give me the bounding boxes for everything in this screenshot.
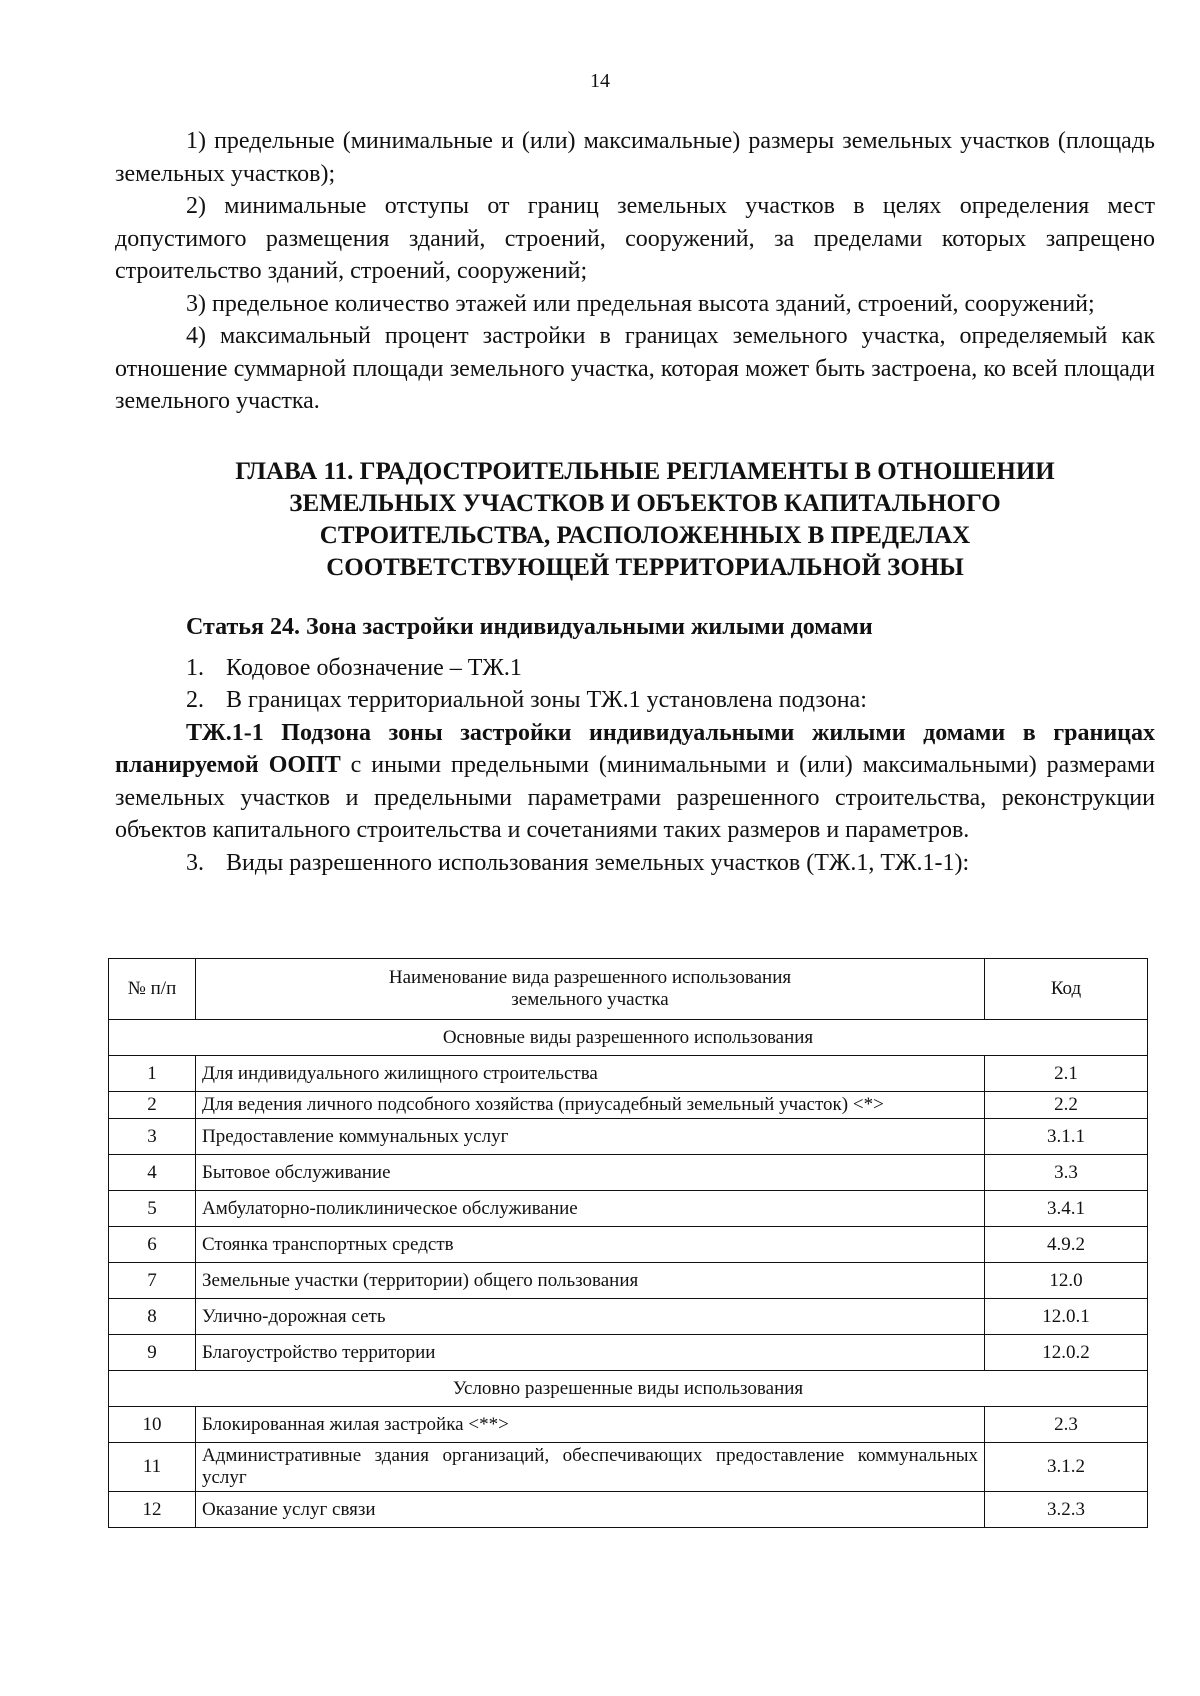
- table-row: [109, 1335, 1148, 1371]
- chapter-title: [115, 456, 1155, 584]
- chapter-title-line: СООТВЕТСТВУЮЩЕЙ ТЕРРИТОРИАЛЬНОЙ ЗОНЫ: [326, 553, 964, 581]
- row-code: 12.0.2: [985, 1335, 1148, 1371]
- row-name: Амбулаторно-поликлиническое обслуживание: [196, 1191, 985, 1227]
- table-row: [109, 1056, 1148, 1092]
- row-name: Для индивидуального жилищного строительства: [196, 1056, 985, 1092]
- row-code: 12.0.1: [985, 1299, 1148, 1335]
- subzone-bold: ТЖ.1-1 Подзона зоны застройки индивидуальными жилыми домами в границах планируемой ООПТ: [115, 719, 1155, 778]
- row-code: 3.1.2: [985, 1443, 1148, 1492]
- row-name: Благоустройство территории: [196, 1335, 985, 1371]
- row-name: Блокированная жилая застройка <**>: [196, 1407, 985, 1443]
- row-name: Административные здания организаций, обеспечивающих предоставление коммунальных услуг: [196, 1443, 985, 1492]
- intro-item-1: 1) предельные (минимальные и (или) максимальные) размеры земельных участков (площадь земельных участков);: [115, 128, 1155, 187]
- item-number: 2.: [186, 687, 204, 713]
- header-name: [196, 959, 985, 1020]
- header-name-line: Наименование вида разрешенного использования: [388, 967, 792, 988]
- row-num: 2: [109, 1092, 196, 1119]
- row-num: 4: [109, 1155, 196, 1191]
- table-intro: [115, 847, 1155, 880]
- row-code: 2.2: [985, 1092, 1148, 1119]
- row-num: 11: [109, 1443, 196, 1492]
- subzone-rest: с иными предельными (минимальными и (или) максимальными) размерами земельных участков и предельными параметрами разрешенного строительства, реконструкции объектов капитального строительства и сочетаниями таких размеров и параметров.: [115, 752, 1155, 843]
- row-name: Оказание услуг связи: [196, 1492, 985, 1528]
- row-num: 8: [109, 1299, 196, 1335]
- intro-item-3: 3) предельное количество этажей или предельная высота зданий, строений, сооружений;: [186, 290, 1095, 317]
- article-title: Статья 24. Зона застройки индивидуальными жилыми домами: [186, 613, 873, 640]
- item-text: Виды разрешенного использования земельных участков (ТЖ.1, ТЖ.1-1):: [226, 849, 970, 876]
- row-code: 3.3: [985, 1155, 1148, 1191]
- row-name: Стоянка транспортных средств: [196, 1227, 985, 1263]
- section-row: [109, 1020, 1148, 1056]
- table-row: [109, 1492, 1148, 1528]
- header-name-line: земельного участка: [511, 989, 669, 1010]
- row-name: Для ведения личного подсобного хозяйства (приусадебный земельный участок) <*>: [196, 1092, 985, 1119]
- intro-item-4: 4) максимальный процент застройки в границах земельного участка, определяемый как отношение суммарной площади земельного участка, которая может быть застроена, ко всей площади земельного участка.: [115, 323, 1155, 414]
- table-row: [109, 1191, 1148, 1227]
- table-row: [109, 1407, 1148, 1443]
- document-body: [115, 125, 1155, 879]
- row-num: 12: [109, 1492, 196, 1528]
- table-row: [109, 1119, 1148, 1155]
- intro-item-2: 2) минимальные отступы от границ земельных участков в целях определения мест допустимого размещения зданий, строений, сооружений, за пределами которых запрещено строительство зданий, строений, сооружений;: [115, 193, 1155, 284]
- table-header-row: [109, 959, 1148, 1020]
- row-num: 10: [109, 1407, 196, 1443]
- table-row: [109, 1092, 1148, 1119]
- header-num: № п/п: [109, 959, 196, 1020]
- numbered-item-2: [115, 684, 1155, 717]
- table-row: [109, 1263, 1148, 1299]
- item-number: 1.: [186, 654, 204, 681]
- numbered-item-1: [115, 652, 1155, 685]
- row-code: 2.1: [985, 1056, 1148, 1092]
- row-name: Земельные участки (территории) общего пользования: [196, 1263, 985, 1299]
- row-code: 4.9.2: [985, 1227, 1148, 1263]
- row-name: Улично-дорожная сеть: [196, 1299, 985, 1335]
- table-row: [109, 1227, 1148, 1263]
- table-row: [109, 1299, 1148, 1335]
- row-num: 9: [109, 1335, 196, 1371]
- row-num: 7: [109, 1263, 196, 1299]
- item-text: В границах территориальной зоны ТЖ.1 установлена подзона:: [226, 687, 867, 713]
- header-code: Код: [985, 959, 1148, 1020]
- chapter-title-line: ЗЕМЕЛЬНЫХ УЧАСТКОВ И ОБЪЕКТОВ КАПИТАЛЬНОГО: [289, 489, 1001, 517]
- subzone-paragraph: [115, 717, 1155, 847]
- item-text: Кодовое обозначение – ТЖ.1: [226, 654, 522, 681]
- table-row: [109, 1443, 1148, 1492]
- section-conditional-label: Условно разрешенные виды использования: [109, 1371, 1148, 1407]
- table-row: [109, 1155, 1148, 1191]
- chapter-title-line: ГЛАВА 11. ГРАДОСТРОИТЕЛЬНЫЕ РЕГЛАМЕНТЫ В ОТНОШЕНИИ: [235, 457, 1055, 485]
- row-num: 6: [109, 1227, 196, 1263]
- row-code: 12.0: [985, 1263, 1148, 1299]
- row-name: Бытовое обслуживание: [196, 1155, 985, 1191]
- row-code: 3.4.1: [985, 1191, 1148, 1227]
- page-number: 14: [590, 70, 610, 92]
- permitted-uses-table: [108, 958, 1148, 1528]
- row-code: 3.1.1: [985, 1119, 1148, 1155]
- row-num: 3: [109, 1119, 196, 1155]
- row-code: 2.3: [985, 1407, 1148, 1443]
- item-number: 3.: [186, 849, 204, 876]
- chapter-title-line: СТРОИТЕЛЬСТВА, РАСПОЛОЖЕННЫХ В ПРЕДЕЛАХ: [319, 521, 971, 549]
- row-num: 5: [109, 1191, 196, 1227]
- row-code: 3.2.3: [985, 1492, 1148, 1528]
- row-num: 1: [109, 1056, 196, 1092]
- row-name: Предоставление коммунальных услуг: [196, 1119, 985, 1155]
- section-main-label: Основные виды разрешенного использования: [109, 1020, 1148, 1056]
- section-row: [109, 1371, 1148, 1407]
